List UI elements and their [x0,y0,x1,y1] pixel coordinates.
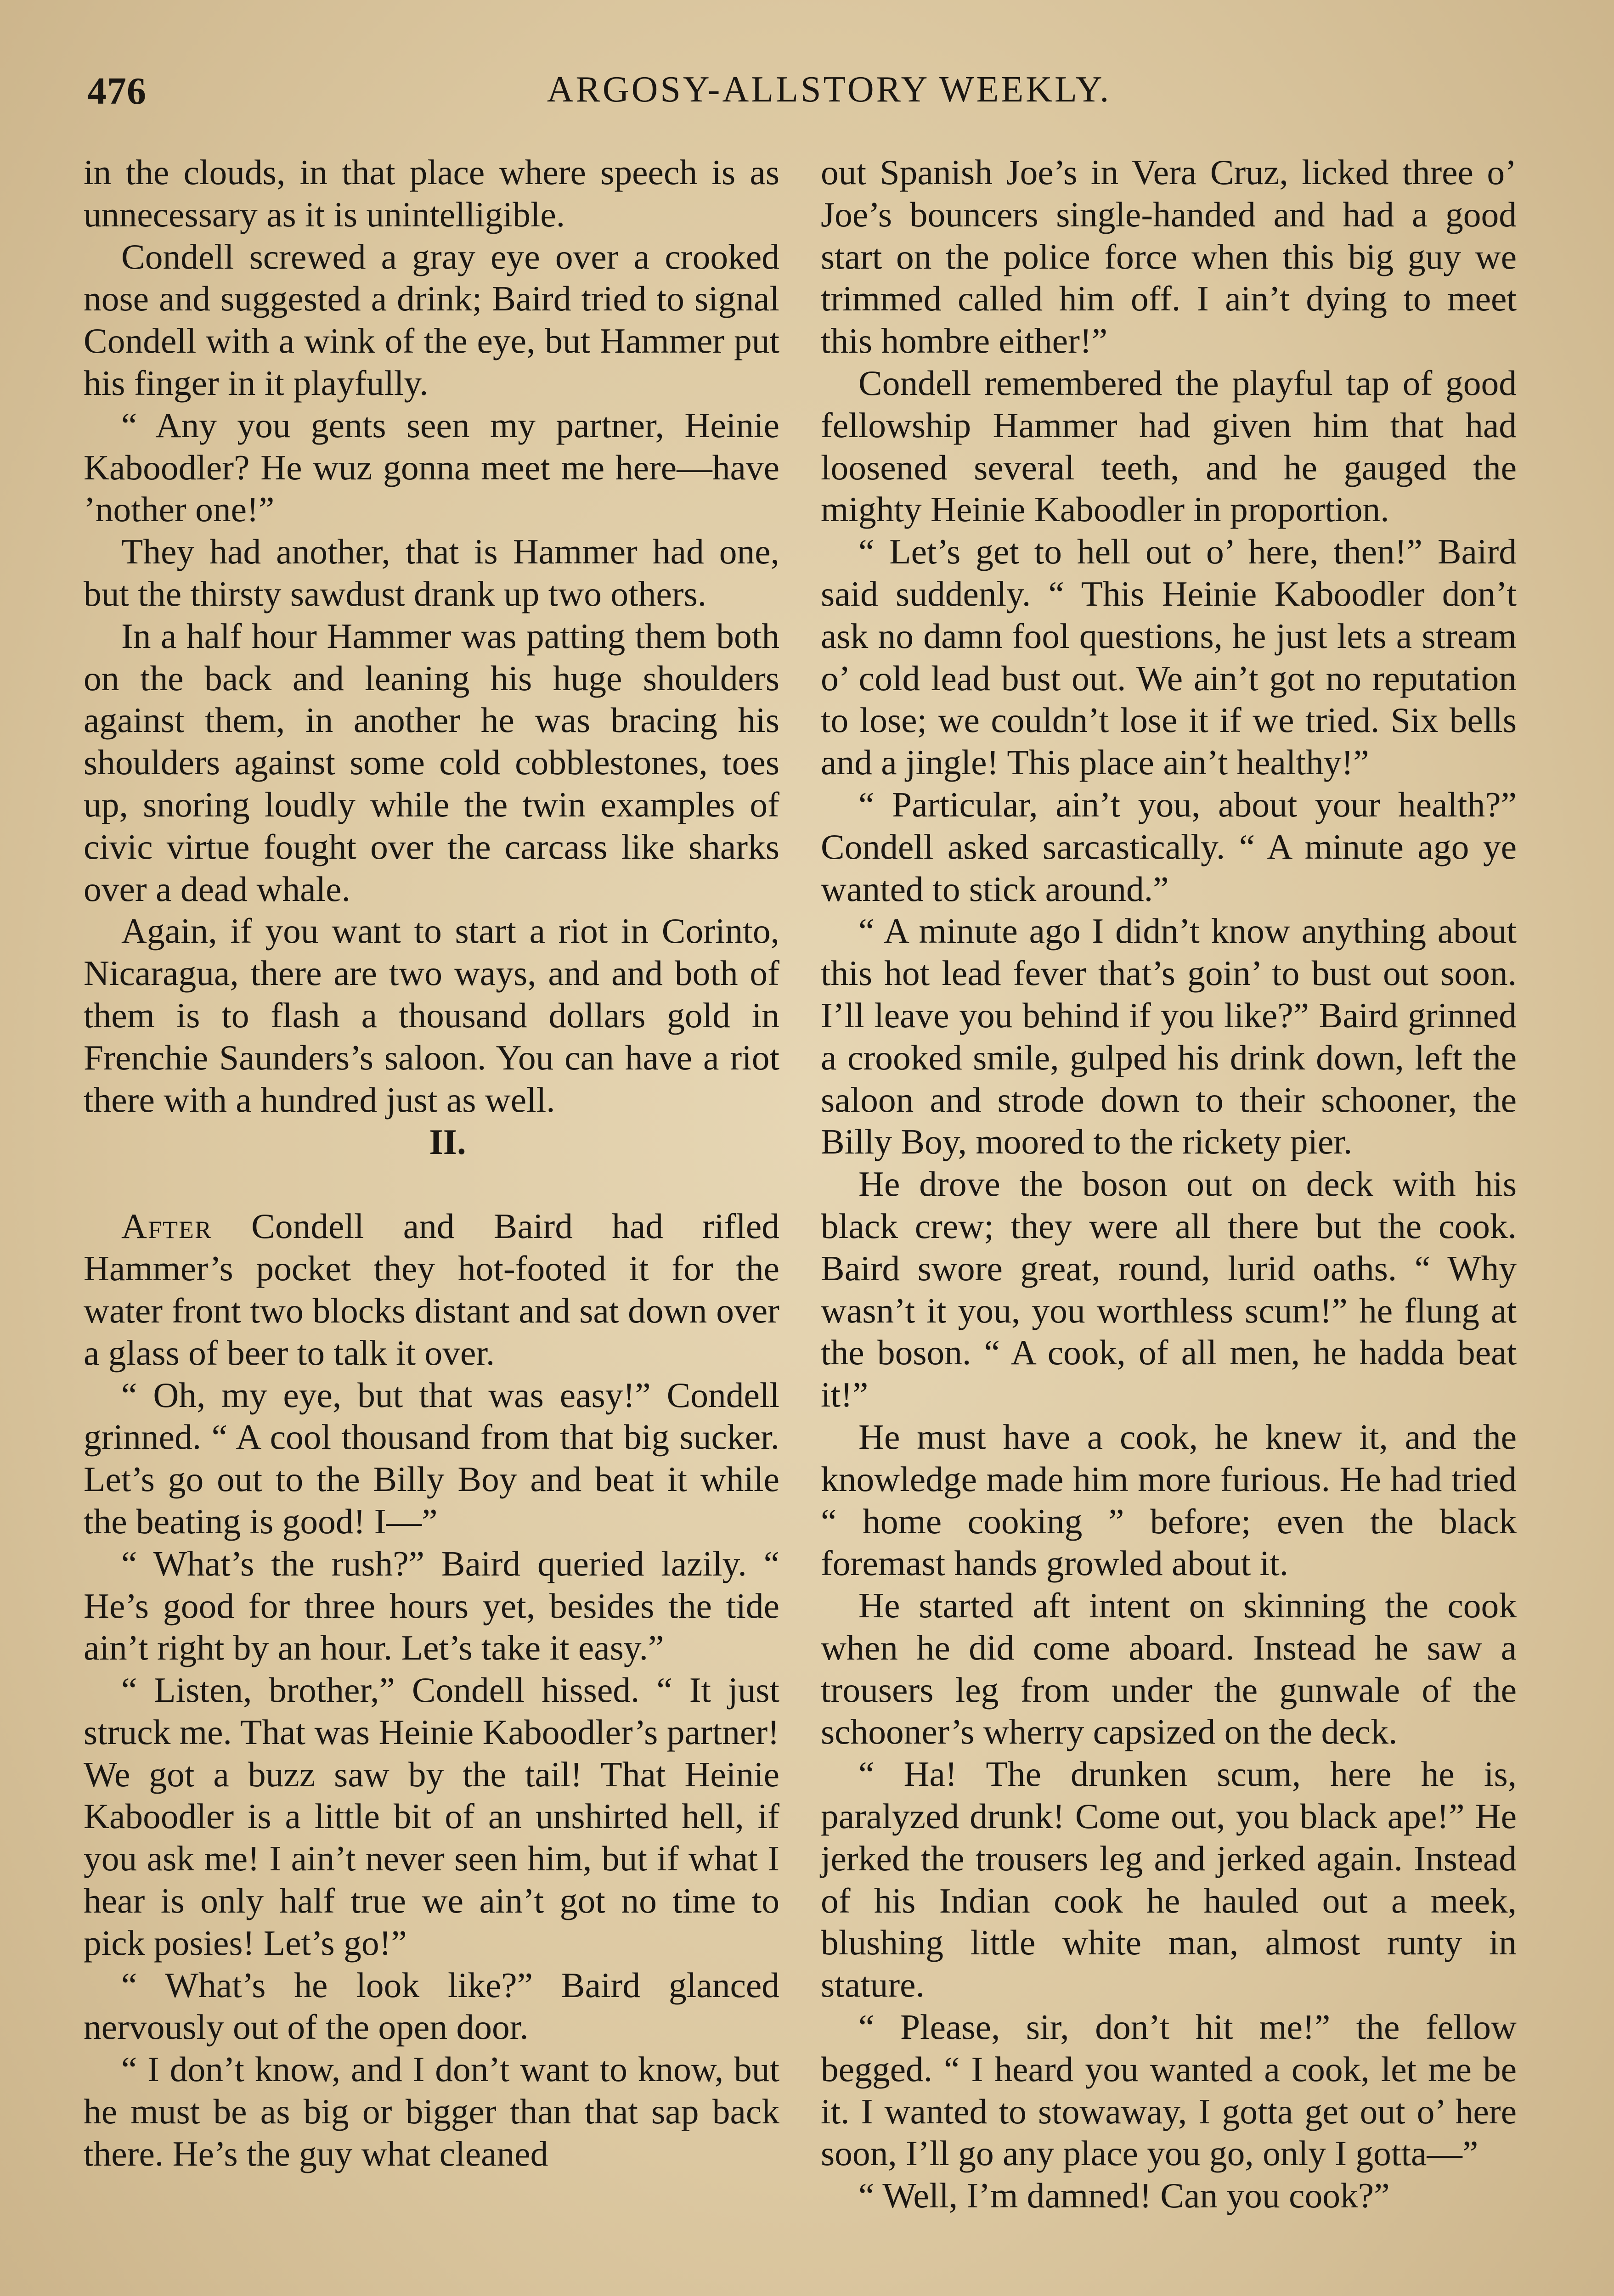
left-column [84,152,779,2175]
paragraph: “ Listen, brother,” Condell hissed. “ It just struck me. That was Heinie Kaboodler’s partner! We got a buzz saw by the tail! That Heinie Kaboodler is a little bit of an unshirted hell, if you ask me! I ain’t never seen him, but if what I hear is only half true we ain’t got no time to pick posies! Let’s go!” [84,1670,779,1963]
paragraph: “ Well, I’m damned! Can you cook?” [858,2176,1390,2216]
paragraph: He drove the boson out on deck with his black crew; they were all there but the cook. Baird swore great, round, lurid oaths. “ Why wasn’t it you, you worthless scum!” he flung at the boson. “ A cook, of all men, he hadda beat it!” [821,1164,1517,1415]
page-number: 476 [87,70,147,113]
page-header [87,69,1516,124]
section-lead-smallcaps: After [121,1206,212,1246]
paragraph: “ What’s the rush?” Baird queried lazily. “ He’s good for three hours yet, besides the tide ain’t right by an hour. Let’s take it easy.” [84,1543,779,1668]
running-head: ARGOSY-ALLSTORY WEEKLY. [547,69,1112,110]
right-column [821,152,1517,2217]
paragraph: He must have a cook, he knew it, and the knowledge made him more furious. He had tried “ home cooking ” before; even the black foremast hands growled about it. [821,1417,1517,1583]
paragraph: “ What’s he look like?” Baird glanced nervously out of the open door. [84,1965,779,2047]
paragraph [84,1205,779,1374]
paragraph: They had another, that is Hammer had one, but the thirsty sawdust drank up two others. [84,532,779,613]
paragraph-text: Condell and Baird had rifled Hammer’s pocket they hot-footed it for the water front two blocks distant and sat down over a glass of beer to talk it over. [84,1206,779,1373]
paragraph: In a half hour Hammer was patting them both on the back and leaning his huge shoulders against them, in another he was bracing his shoulders against some cold cobblestones, toes up, snoring loudly while the twin examples of civic virtue fought over the carcass like sharks over a dead whale. [84,616,779,909]
paragraph: out Spanish Joe’s in Vera Cruz, licked three o’ Joe’s bouncers single-handed and had a good start on the police force when this big guy we trimmed called him off. I ain’t dying to meet this hombre either!” [821,152,1517,361]
paragraph: “ Oh, my eye, but that was easy!” Condell grinned. “ A cool thousand from that big sucker. Let’s go out to the Billy Boy and beat it while the beating is good! I—” [84,1375,779,1541]
paragraph: He started aft intent on skinning the cook when he did come aboard. Instead he saw a trousers leg from under the gunwale of the schooner’s wherry capsized on the deck. [821,1586,1517,1752]
paragraph: Again, if you want to start a riot in Corinto, Nicaragua, there are two ways, and and both of them is to flash a thousand dollars gold in Frenchie Saunders’s saloon. You can have a riot there with a hundred just as well. [84,911,779,1120]
paragraph: in the clouds, in that place where speech is as unnecessary as it is unintelligible. [84,152,779,234]
paragraph: Condell screwed a gray eye over a crooked nose and suggested a drink; Baird tried to signal Condell with a wink of the eye, but Hammer put his finger in it playfully. [84,236,779,403]
section-heading: II. [429,1122,466,1162]
paragraph: “ Particular, ain’t you, about your health?” Condell asked sarcastically. “ A minute ago ye wanted to stick around.” [821,784,1517,909]
paragraph: “ Ha! The drunken scum, here he is, paralyzed drunk! Come out, you black ape!” He jerked the trousers leg and jerked again. Instead of his Indian cook he hauled out a meek, blushing little white man, almost runty in stature. [821,1754,1517,2005]
paragraph: “ Any you gents seen my partner, Heinie Kaboodler? He wuz gonna meet me here—have ’nother one!” [84,405,779,529]
paragraph: “ A minute ago I didn’t know anything about this hot lead fever that’s goin’ to bust out soon. I’ll leave you behind if you like?” Baird grinned a crooked smile, gulped his drink down, left the saloon and strode down to their schooner, the Billy Boy, moored to the rickety pier. [821,911,1517,1162]
paragraph: Condell remembered the playful tap of good fellowship Hammer had given him that had loosened several teeth, and he gauged the mighty Heinie Kaboodler in proportion. [821,363,1517,529]
paragraph: “ I don’t know, and I don’t want to know, but he must be as big or bigger than that sap back there. He’s the guy what cleaned [84,2049,779,2173]
paragraph: “ Please, sir, don’t hit me!” the fellow begged. “ I heard you wanted a cook, let me be it. I wanted to stowaway, I gotta get out o’ here soon, I’ll go any place you go, only I gotta—” [821,2007,1517,2173]
paragraph: “ Let’s get to hell out o’ here, then!” Baird said suddenly. “ This Heinie Kaboodler don’t ask no damn fool questions, he just lets a stream o’ cold lead bust out. We ain’t got no reputation to lose; we couldn’t lose it if we tried. Six bells and a jingle! This place ain’t healthy!” [821,532,1517,782]
section-spacer [84,1163,779,1205]
